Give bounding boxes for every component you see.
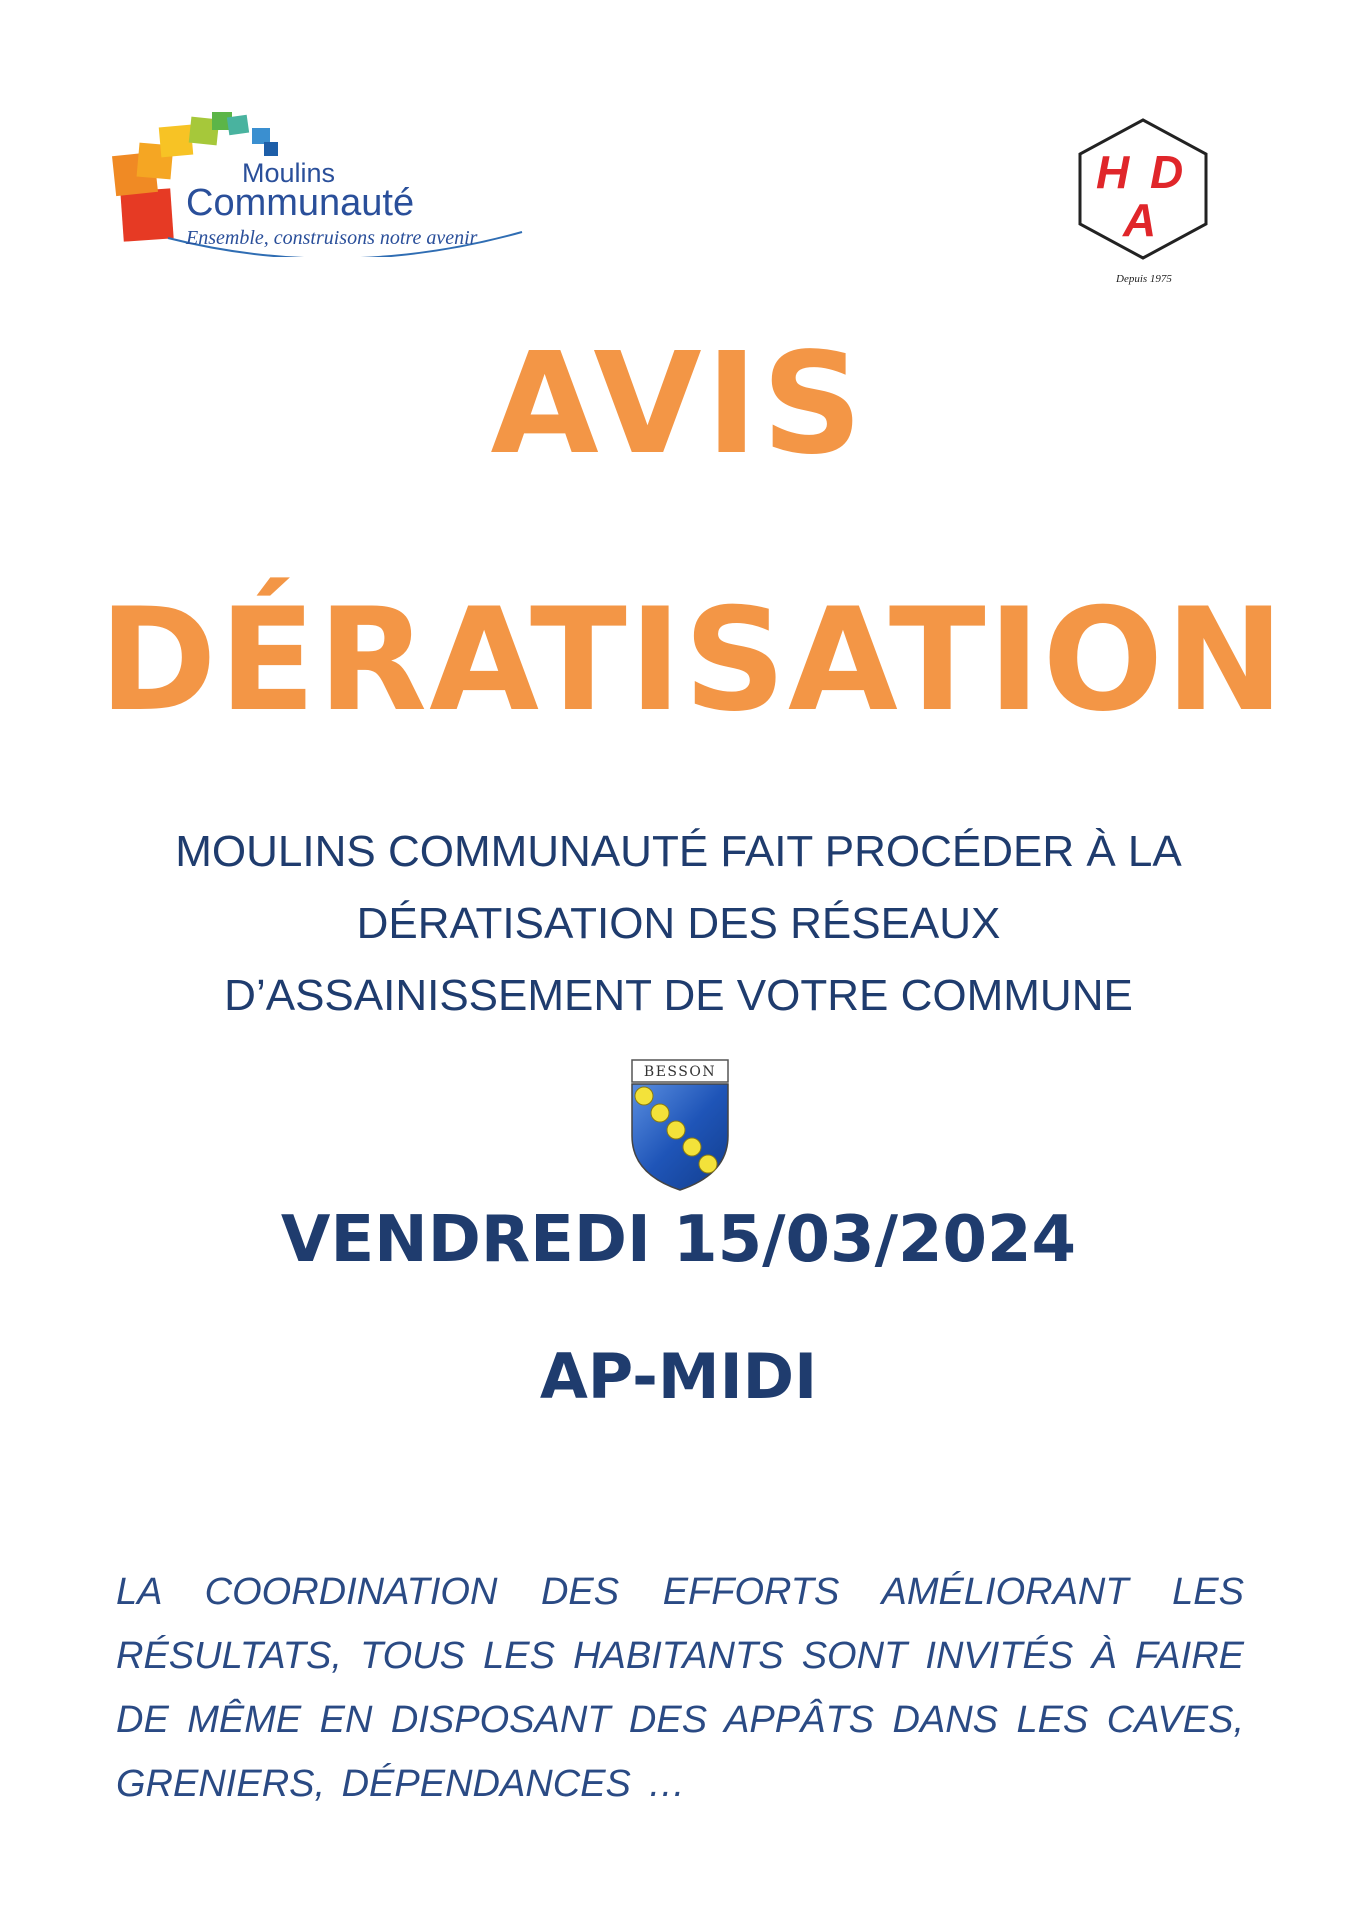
intervention-date: VENDREDI 15/03/2024 <box>280 1203 1077 1277</box>
residents-advice: LA COORDINATION DES EFFORTS AMÉLIORANT LES RÉSULTATS, TOUS LES HABITANTS SONT INVITÉS À FAIRE DE MÊME EN DISPOSANT DES APPÂTS DANS LES CAVES, GRENIERS, DÉPENDANCES … <box>116 1571 1244 1805</box>
moulins-communaute-logo <box>112 112 532 257</box>
hda-letter-h: H <box>1096 146 1130 198</box>
subtitle-line: MOULINS COMMUNAUTÉ FAIT PROCÉDER À LA <box>175 827 1182 876</box>
moulins-logo-line1: Moulins <box>242 158 336 188</box>
intervention-period: AP-MIDI <box>539 1340 818 1413</box>
notice-title-avis: AVIS <box>490 323 867 486</box>
commune-name: BESSON <box>643 1064 717 1080</box>
moulins-logo-tagline: Ensemble, construisons notre avenir <box>186 227 478 249</box>
moulins-logo-line2: Communauté <box>186 182 415 224</box>
besson-coat-of-arms <box>628 1058 732 1192</box>
subtitle-line: DÉRATISATION DES RÉSEAUX <box>356 899 1001 948</box>
notice-title-deratisation: DÉRATISATION <box>98 578 1287 743</box>
hda-since: Depuis 1975 <box>1116 273 1172 285</box>
hda-logo <box>1068 116 1218 296</box>
hda-letter-d: D <box>1150 146 1184 198</box>
subtitle-line: D’ASSAINISSEMENT DE VOTRE COMMUNE <box>224 971 1133 1020</box>
hda-letter-a: A <box>1123 194 1157 246</box>
